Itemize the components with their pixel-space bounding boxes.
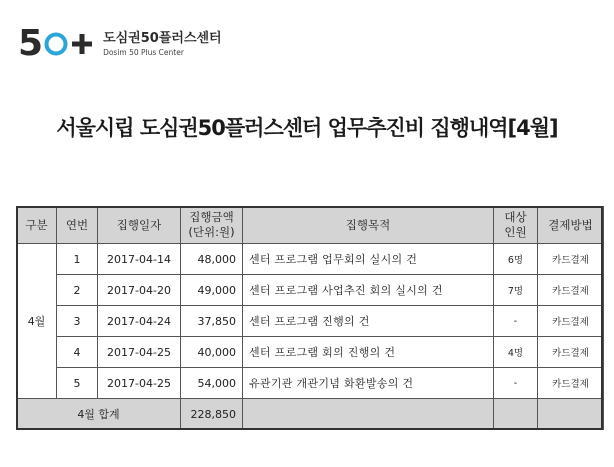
header-persons bbox=[494, 207, 538, 244]
purpose-cell: 센터 프로그램 회의 진행의 건 bbox=[243, 337, 494, 368]
seq-cell: 2 bbox=[57, 275, 98, 306]
logo-plus-icon bbox=[71, 33, 93, 55]
method-cell: 카드결제 bbox=[538, 337, 604, 368]
method-cell: 카드결제 bbox=[538, 244, 604, 275]
table-row bbox=[17, 275, 604, 306]
purpose-cell: 센터 프로그램 사업추진 회의 실시의 건 bbox=[243, 275, 494, 306]
expense-table bbox=[16, 206, 604, 430]
seq-cell: 4 bbox=[57, 337, 98, 368]
amount-cell: 37,850 bbox=[181, 306, 243, 337]
header-amount bbox=[181, 207, 243, 244]
purpose-cell: 센터 프로그램 진행의 건 bbox=[243, 306, 494, 337]
purpose-cell: 유관기관 개관기념 화환발송의 건 bbox=[243, 368, 494, 399]
method-cell: 카드결제 bbox=[538, 306, 604, 337]
total-label: 4월 합계 bbox=[17, 399, 181, 430]
logo-five: 5 bbox=[18, 23, 43, 64]
amount-cell: 54,000 bbox=[181, 368, 243, 399]
center-logo bbox=[18, 23, 222, 64]
method-cell: 카드결제 bbox=[538, 368, 604, 399]
header-category: 구분 bbox=[17, 207, 57, 244]
seq-cell: 5 bbox=[57, 368, 98, 399]
total-amount: 228,850 bbox=[181, 399, 243, 430]
persons-cell: - bbox=[494, 306, 538, 337]
document-title: 서울시립 도심권50플러스센터 업무추진비 집행내역[4월] bbox=[56, 116, 558, 140]
header-persons-line2: 인원 bbox=[504, 225, 527, 239]
header-date: 집행일자 bbox=[98, 207, 181, 244]
header-seq: 연번 bbox=[57, 207, 98, 244]
persons-cell: 6명 bbox=[494, 244, 538, 275]
date-cell: 2017-04-14 bbox=[98, 244, 181, 275]
persons-cell: 7명 bbox=[494, 275, 538, 306]
header-persons-line1: 대상 bbox=[504, 210, 527, 224]
seq-cell: 3 bbox=[57, 306, 98, 337]
table-row bbox=[17, 337, 604, 368]
logo-name-kr: 도심권50플러스센터 bbox=[103, 30, 222, 46]
total-empty-purpose bbox=[243, 399, 494, 430]
table-header-row bbox=[17, 207, 604, 244]
amount-cell: 48,000 bbox=[181, 244, 243, 275]
logo-text bbox=[103, 31, 222, 58]
persons-cell: - bbox=[494, 368, 538, 399]
date-cell: 2017-04-24 bbox=[98, 306, 181, 337]
total-row bbox=[17, 399, 604, 430]
table-row bbox=[17, 306, 604, 337]
logo-name-en: Dosim 50 Plus Center bbox=[103, 47, 184, 57]
date-cell: 2017-04-25 bbox=[98, 368, 181, 399]
amount-cell: 40,000 bbox=[181, 337, 243, 368]
total-empty-method bbox=[538, 399, 604, 430]
total-empty-persons bbox=[494, 399, 538, 430]
persons-cell: 4명 bbox=[494, 337, 538, 368]
purpose-cell: 센터 프로그램 업무회의 실시의 건 bbox=[243, 244, 494, 275]
header-amount-line2: (단위:원) bbox=[188, 225, 235, 239]
date-cell: 2017-04-20 bbox=[98, 275, 181, 306]
category-cell: 4월 bbox=[17, 244, 57, 399]
table-row bbox=[17, 368, 604, 399]
date-cell: 2017-04-25 bbox=[98, 337, 181, 368]
logo-mark bbox=[18, 23, 93, 64]
logo-ring-icon bbox=[44, 32, 68, 56]
header-purpose: 집행목적 bbox=[243, 207, 494, 244]
method-cell: 카드결제 bbox=[538, 275, 604, 306]
header-amount-line1: 집행금액 bbox=[189, 210, 234, 224]
header-method: 결제방법 bbox=[538, 207, 604, 244]
seq-cell: 1 bbox=[57, 244, 98, 275]
table-row bbox=[17, 244, 604, 275]
amount-cell: 49,000 bbox=[181, 275, 243, 306]
